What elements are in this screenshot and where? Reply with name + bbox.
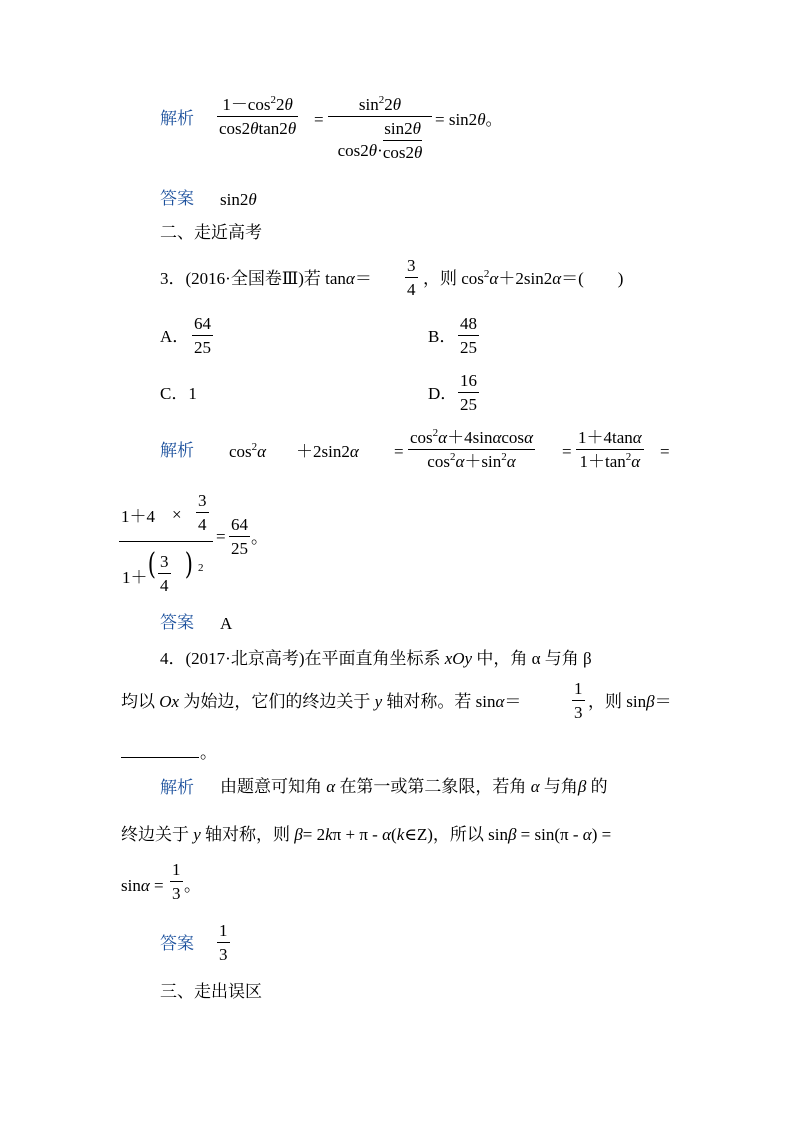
sol3-frac2: 1＋4tanα $1+\tan^2\alpha$ — [578, 428, 642, 471]
sol3-end: 。 — [251, 528, 268, 547]
sol3-frac1: $\cos^2\alpha+4\sin\alpha\cos\alpha$ $\cos^2\alpha+\sin^2\alpha$ — [410, 427, 533, 471]
jiexi-label-1: 解析 — [160, 109, 194, 129]
right-paren: ) — [184, 547, 193, 582]
q3-option-a-frac: 64 25 — [194, 314, 211, 357]
left-paren: ( — [147, 547, 156, 582]
q3-stem-a: 3．(2016·全国卷Ⅲ)若 tanα＝ — [160, 269, 372, 288]
q3-option-b-frac: 48 25 — [460, 314, 477, 357]
heading-zoujin-gaokao: 二、走近高考 — [160, 223, 262, 243]
jiexi-label-3: 解析 — [160, 778, 194, 798]
sol3-l2-den-a: 1＋ — [122, 568, 148, 587]
sol3-eq2: = — [562, 442, 572, 461]
answer-3-frac: 1 3 — [219, 921, 228, 964]
daan-label-2: 答案 — [160, 613, 194, 633]
heading-zouchu-wuqu: 三、走出误区 — [160, 982, 262, 1002]
q3-stem-b: ，则 $\cos^2\alpha+2\sin 2\alpha=$( ) — [423, 268, 624, 288]
sol3-eq3: = — [660, 442, 670, 461]
sol4-line1: 由题意可知角 α 在第一或第二象限，若角 α 与角β 的 — [220, 777, 608, 796]
fraction-2: $\sin^22\theta$ cos2θ· sin2θ cos2θ — [328, 96, 432, 161]
q4-line2-end: ，则 sinβ＝ — [588, 692, 672, 711]
result-1: = sin2θ。 — [435, 110, 503, 129]
sol3-result-frac: 64 25 — [231, 515, 248, 558]
equals-1a: = — [314, 110, 324, 129]
sol3-l2-times: × — [172, 505, 182, 524]
sol4-end: 。 — [184, 876, 201, 895]
sol3-eq1: = — [394, 442, 404, 461]
sol3-term2: ＋2sin2α — [296, 442, 359, 461]
q3-option-a-label: A． — [160, 327, 190, 346]
q4-end: 。 — [200, 743, 217, 762]
q3-frac: 3 4 — [407, 256, 416, 299]
fraction-1: $1-\cos^22\theta$ cos2θtan2θ — [219, 94, 297, 138]
sol4-line2: 终边关于 y 轴对称，则 β= 2kπ + π - α(k∈Z)，所以 sinβ = sin(π - α) = — [121, 825, 612, 844]
sol3-l2-main-bar — [119, 541, 213, 542]
sol3-l2-den-exp: 2 — [198, 562, 204, 574]
sol4-line3: sinα = — [121, 876, 164, 895]
q3-option-c: C．1 — [160, 384, 197, 403]
daan-label-3: 答案 — [160, 934, 194, 954]
q4-answer-blank — [121, 757, 199, 758]
q3-option-d-frac: 16 25 — [460, 371, 477, 414]
q4-line2: 均以 Ox 为始边，它们的终边关于 y 轴对称。若 sinα＝ — [121, 692, 522, 711]
sol3-term1: $\cos^2\alpha$ — [229, 441, 267, 461]
sol4-frac: 1 3 — [172, 860, 181, 903]
sol3-l2-small-frac: 3 4 — [198, 491, 207, 534]
daan-label-1: 答案 — [160, 189, 194, 209]
sol3-l2-num-a: 1＋4 — [121, 507, 155, 526]
jiexi-label-2: 解析 — [160, 441, 194, 461]
q4-line1: 4．(2017·北京高考)在平面直角坐标系 xOy 中，角 α 与角 β — [160, 649, 592, 668]
sol3-l2-den-frac: 3 4 — [160, 552, 169, 595]
q3-option-d-label: D． — [428, 384, 458, 403]
answer-2: A — [220, 614, 233, 633]
q4-frac: 1 3 — [574, 679, 583, 722]
sol3-l2-eq: = — [216, 527, 226, 546]
q3-option-b-label: B． — [428, 327, 457, 346]
answer-1: sin2θ — [220, 190, 257, 209]
